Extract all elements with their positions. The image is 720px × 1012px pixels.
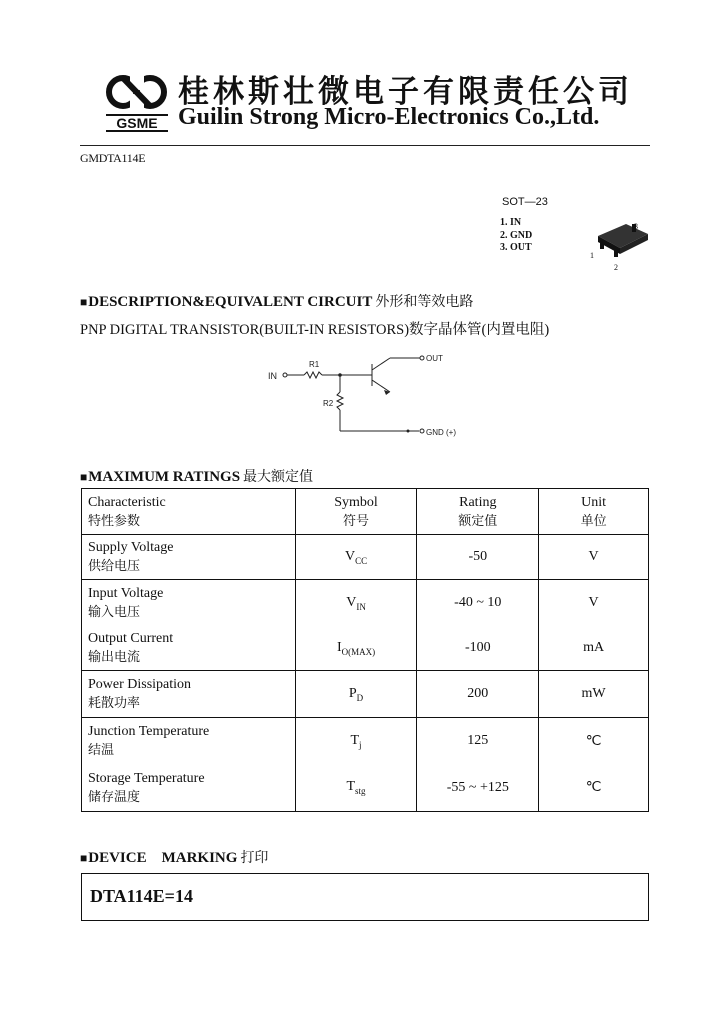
pin-item: 2. GND [500,229,533,241]
row-characteristic: Junction Temperature 结温 [82,718,296,765]
row-rating: -50 [417,535,539,580]
bullet-square-icon: ■ [80,470,88,484]
sot23-package-drawing [588,212,654,272]
row-symbol: $T_{stg}$ [295,765,417,812]
circuit-in-label: IN [268,371,277,381]
pin-number-label: 1 [590,251,594,260]
marking-value: DTA114E=14 [90,886,193,906]
circuit-out-label: OUT [426,354,443,363]
bullet-square-icon: ■ [80,295,88,309]
ratings-heading: ■MAXIMUM RATINGS 最大额定值 [80,469,314,485]
table-row [82,765,649,812]
table-row [82,580,649,627]
header-rule [80,145,650,146]
row-symbol: $V_{CC}$ [295,535,417,580]
table-header-row [82,489,649,535]
description-text: PNP DIGITAL TRANSISTOR(BUILT-IN RESISTORS)数字晶体管(内置电阻) [80,322,550,338]
row-characteristic: Storage Temperature 储存温度 [82,765,296,812]
row-rating: 125 [417,718,539,765]
marking-heading: ■DEVICE MARKING 打印 [80,850,269,866]
header-characteristic: Characteristic 特性参数 [82,489,296,535]
header-symbol: Symbol 符号 [295,489,417,535]
description-heading: ■DESCRIPTION&EQUIVALENT CIRCUIT 外形和等效电路 [80,294,474,310]
row-symbol: $T_j$ [295,718,417,765]
svg-text:GSME: GSME [116,115,158,131]
package-name: SOT—23 [502,196,548,208]
row-rating: -100 [417,627,539,671]
circuit-r1-label: R1 [309,360,320,369]
circuit-r2-label: R2 [323,399,334,408]
pin-list [500,217,532,255]
row-rating: 200 [417,671,539,718]
header-rating: Rating 额定值 [417,489,539,535]
row-unit: mW [539,671,649,718]
table-row [82,718,649,765]
pin-item: 3. OUT [500,242,532,253]
row-characteristic: Input Voltage 输入电压 [82,580,296,627]
ratings-table [81,488,649,812]
header-unit: Unit 单位 [539,489,649,535]
row-characteristic: Supply Voltage 供给电压 [82,535,296,580]
gsme-logo [104,70,170,136]
pin-item: 1. IN [500,217,522,228]
table-row [82,671,649,718]
row-symbol: $P_D$ [295,671,417,718]
table-row [82,535,649,580]
row-characteristic: Power Dissipation 耗散功率 [82,671,296,718]
pin-number-label: 2 [614,263,618,272]
row-unit: V [539,580,649,627]
part-number: GMDTA114E [80,151,146,165]
bullet-square-icon: ■ [80,851,88,865]
company-name-en: Guilin Strong Micro-Electronics Co.,Ltd. [178,104,600,130]
row-unit: V [539,535,649,580]
row-rating: -55 ~ +125 [417,765,539,812]
row-unit: ℃ [539,765,649,812]
row-unit: mA [539,627,649,671]
pin-number-label: 3 [634,222,638,231]
equivalent-circuit-diagram [262,348,462,444]
row-rating: -40 ~ 10 [417,580,539,627]
circuit-gnd-label: GND (+) [426,428,456,437]
marking-box [81,873,649,921]
row-unit: ℃ [539,718,649,765]
row-symbol: $I_{O(MAX)}$ [295,627,417,671]
row-symbol: $V_{IN}$ [295,580,417,627]
company-name-cn: 桂林斯壮微电子有限责任公司 [178,74,633,109]
table-row [82,627,649,671]
row-characteristic: Output Current 输出电流 [82,627,296,671]
